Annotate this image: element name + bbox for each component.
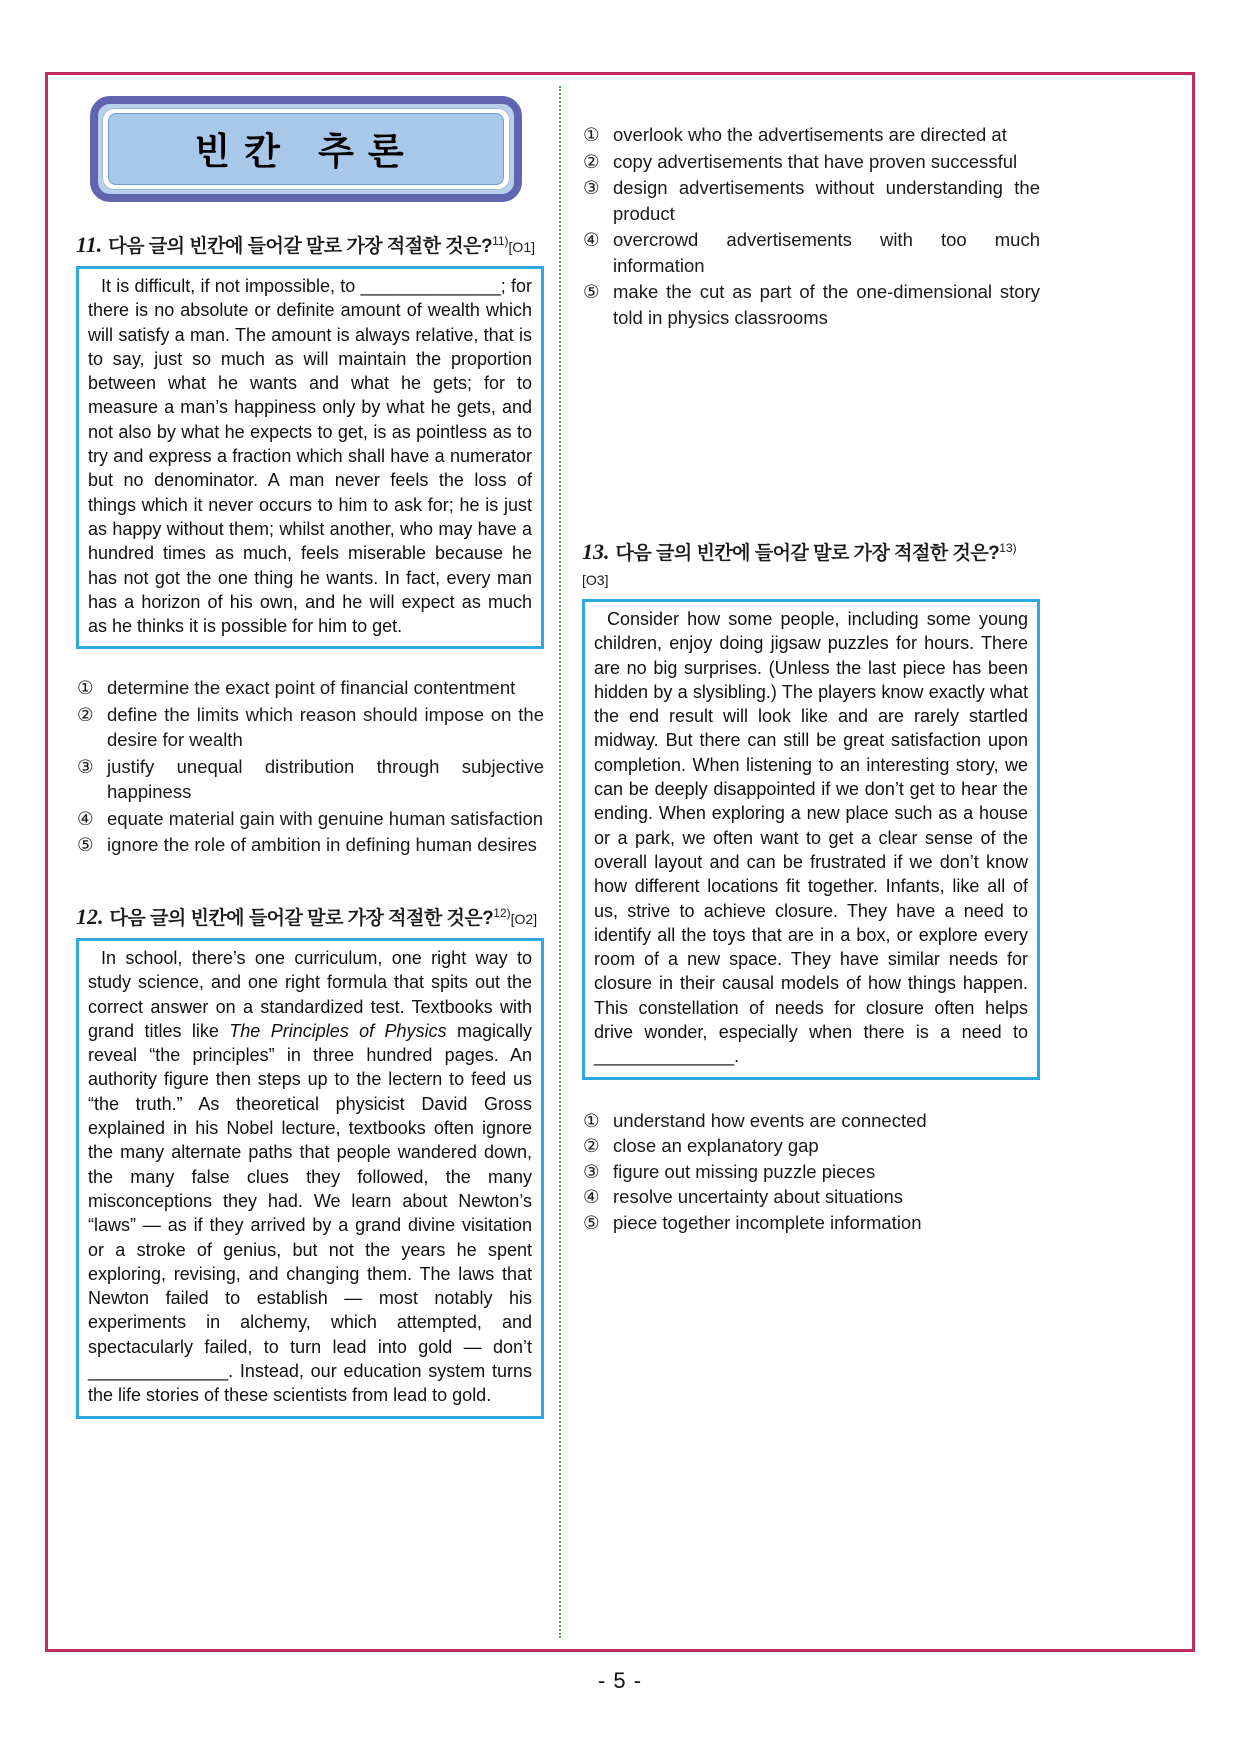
question-13-choices [582,1108,1040,1236]
question-footnote-ref: 11) [492,234,509,248]
choice-text: resolve uncertainty about situations [613,1186,904,1208]
choice-item [76,806,544,832]
passage-text: In school, there’s one curriculum, one right way to study science, and one right formula that spits out the correct answer on a standardized test. Textbooks with grand titles like [88,947,532,1041]
question-prompt: 다음 글의 빈칸에 들어갈 말로 가장 적절한 것은? [109,907,494,929]
choice-item [582,1210,1040,1236]
question-11-passage-box [76,266,544,649]
choice-item [582,1108,1040,1134]
choice-item [582,122,1040,148]
question-11-header [76,228,544,260]
question-13-section [582,535,1040,1235]
choice-text: copy advertisements that have proven successful [613,150,1018,172]
choice-text: make the cut as part of the one-dimensional story told in physics classrooms [613,281,1040,328]
choice-item [76,675,544,701]
question-12-header [76,900,544,932]
question-footnote-ref: 12) [493,905,511,920]
page-number: - 5 - [597,1668,643,1693]
choice-item [582,1184,1040,1210]
choice-item [76,702,544,753]
choice-item [582,175,1040,226]
choice-text: design advertisements without understanding the product [613,177,1040,224]
choice-marker: ② [583,150,600,172]
choice-marker: ③ [77,755,94,777]
choice-text: understand how events are connected [613,1109,927,1131]
question-source-tag: [O3] [582,572,609,588]
question-source-tag: [O1] [508,239,536,255]
right-column [582,122,1040,1622]
choice-marker: ② [583,1135,600,1157]
choice-marker: ① [583,1109,600,1131]
choice-marker: ② [77,703,94,725]
choice-marker: ④ [583,229,600,250]
choice-item [582,149,1040,175]
choice-marker: ③ [583,177,600,198]
section-title-banner-inner [102,108,510,190]
choice-text: ignore the role of ambition in defining human desires [107,834,537,856]
question-number: 11. [76,232,103,257]
choice-marker: ③ [583,1160,600,1182]
choice-text: define the limits which reason should impose on the desire for wealth [107,703,544,751]
section-title-banner [90,96,522,202]
question-source-tag: [O2] [510,910,538,927]
question-prompt: 다음 글의 빈칸에 들어갈 말로 가장 적절한 것은? [108,236,493,257]
question-number: 13. [582,539,610,564]
column-divider [559,86,561,1638]
choice-text: equate material gain with genuine human satisfaction [107,807,544,829]
question-13-header [582,535,1040,593]
question-11-choices [76,675,544,858]
choice-marker: ⑤ [77,834,94,856]
question-number: 12. [76,903,104,929]
choice-text: determine the exact point of financial contentment [107,677,516,699]
choice-item [582,279,1040,330]
passage-text: It is difficult, if not impossible, to ______________; for there is no absolute or definite amount of wealth which will satisfy a man. The amount is always relative, that is to say, just so much as will maintain the proportion between what he wants and what he gets; for to measure a man’s happiness only by what he gets, and not also by what he expects to get, is as pointless as to try and express a fraction which shall have a numerator but no denominator. A man never feels the loss of things which it never occurs to him to ask for; he is just as happy without them; whilst another, who may have a hundred times as much, feels miserable because he has not got the one thing he wants. In fact, every man has a horizon of his own, and he will expect as much as he thinks it is possible for him to get. [88,276,532,637]
passage-italic-title: The Principles of Physics [229,1020,447,1041]
choice-text: close an explanatory gap [613,1135,819,1157]
passage-text: Consider how some people, including some young children, enjoy doing jigsaw puzzles for hours. There are no big surprises. (Unless the last piece has been hidden by a slysibling.) The players know exactly what the end result will look like and are rarely startled midway. But there can still be great satisfaction upon completion. When listening to an interesting story, we can be deeply disappointed if we don’t get to hear the ending. When exploring a new place such as a house or a park, we often want to get a clear sense of the overall layout and can be frustrated if we don’t know how different locations fit together. Infants, like all of us, strive to achieve closure. They have a need to identify all the toys that are in a box, or explore every room of a new space. They have similar needs for closure in their causal models of how things happen. This constellation of needs for closure often helps drive wonder, especially when there is a need to ______________. [594,609,1028,1067]
choice-item [76,832,544,858]
choice-text: overlook who the advertisements are directed at [613,124,1007,145]
choice-marker: ① [77,677,94,699]
passage-text: magically reveal “the principles” in three hundred pages. An authority figure then steps up to the lectern to feed us “the truth.” As theoretical physicist David Gross explained in his Nobel lecture, textbooks often ignore the many alternate paths that people wandered down, the many false clues they followed, the many misconceptions they had. We learn about Newton’s “laws” — as if they arrived by a grand divine visitation or a stroke of genius, but not the years he spent exploring, revising, and changing them. The laws that Newton failed to establish — most notably his experiments in alchemy, which attempted, and spectacularly failed, to turn lead into gold — don’t ______________. Instead, our education system turns the life stories of these scientists from lead to gold. [88,1020,533,1406]
choice-text: piece together incomplete information [613,1211,922,1233]
left-column [76,96,544,1419]
choice-marker: ⑤ [583,1211,600,1233]
choice-item [76,754,544,805]
question-12-choices [582,122,1040,330]
question-prompt: 다음 글의 빈칸에 들어갈 말로 가장 적절한 것은? [615,543,1000,564]
choice-item [582,227,1040,278]
question-footnote-ref: 13) [999,541,1017,555]
choice-marker: ① [583,124,600,145]
choice-text: justify unequal distribution through subjective happiness [107,755,544,803]
choice-marker: ④ [77,807,94,829]
question-12-passage-box [76,938,544,1419]
choice-item [582,1133,1040,1159]
question-12-section [76,900,544,1419]
choice-text: figure out missing puzzle pieces [613,1160,876,1182]
question-11-section [76,228,544,858]
choice-marker: ④ [583,1186,600,1208]
choice-marker: ⑤ [583,281,600,302]
choice-item [582,1159,1040,1185]
choice-text: overcrowd advertisements with too much information [613,229,1040,276]
question-13-passage-box [582,599,1040,1080]
section-title: 빈칸 추론 [108,113,504,185]
